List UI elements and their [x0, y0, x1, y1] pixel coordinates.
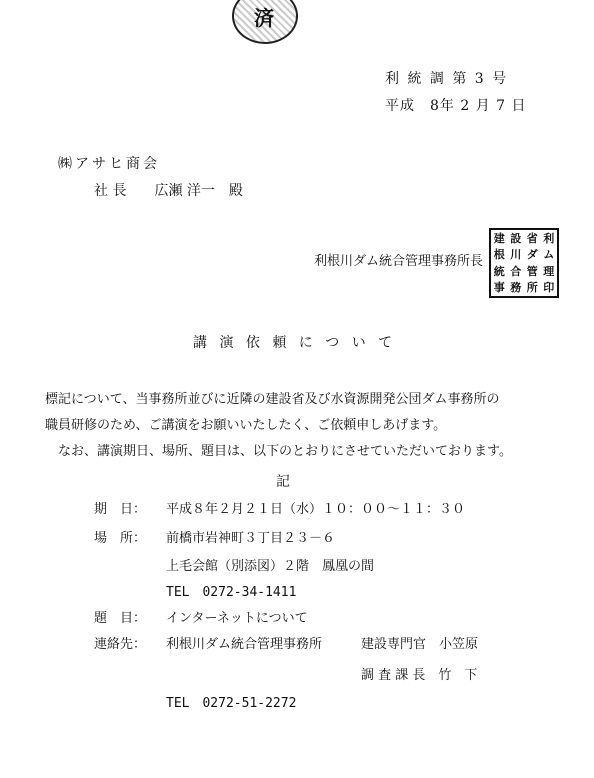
- contact-label: 連絡先：: [94, 637, 147, 652]
- document-number: 利 統 調 第 3 号: [385, 71, 509, 87]
- recipient-person: 社 長 広瀬 洋一 殿: [94, 183, 243, 199]
- ki-heading: 記: [276, 474, 290, 490]
- received-stamp: [232, 0, 298, 44]
- place-tel: TEL 0272-34-1411: [166, 585, 297, 600]
- date-value: 平成８年２月２１日（水）１０：００～１１：３０: [166, 502, 466, 517]
- official-seal: 建 設 省 利 根 川 ダ ム 統 合 管 理 事 務 所 印: [489, 228, 559, 298]
- recipient-company: ㈱アサヒ商会: [58, 156, 160, 172]
- subject-heading: 講 演 依 頼 に つ い て: [193, 335, 397, 351]
- received-stamp-text: 済: [254, 5, 276, 30]
- contact-office: 利根川ダム統合管理事務所: [166, 637, 323, 652]
- place-line-2: 上毛会館（別添図）２階 鳳凰の間: [166, 559, 375, 574]
- sender-title: 利根川ダム統合管理事務所長: [314, 254, 484, 269]
- place-line-1: 前橋市岩神町３丁目２３－６: [166, 531, 336, 546]
- contact-person-2: 調 査 課 長 竹 下: [361, 668, 478, 683]
- body-line-3: なお、講演期日、場所、題目は、以下のとおりにさせていただいております。: [58, 444, 512, 459]
- contact-person-1: 建設専門官 小笠原: [361, 637, 479, 652]
- date-label: 期 日：: [94, 502, 147, 517]
- document-date: 平成 8年 2 月 7 日: [385, 98, 527, 114]
- place-label: 場 所：: [94, 531, 147, 546]
- topic-label: 題 目：: [94, 611, 147, 626]
- body-line-2: 職員研修のため、ご講演をお願いいたしたく、ご依頼申しあげます。: [45, 418, 447, 433]
- topic-value: インターネットについて: [166, 611, 308, 626]
- body-line-1: 標記について、当事務所並びに近隣の建設省及び水資源開発公団ダム事務所の: [45, 392, 500, 407]
- contact-tel: TEL 0272-51-2272: [166, 696, 297, 711]
